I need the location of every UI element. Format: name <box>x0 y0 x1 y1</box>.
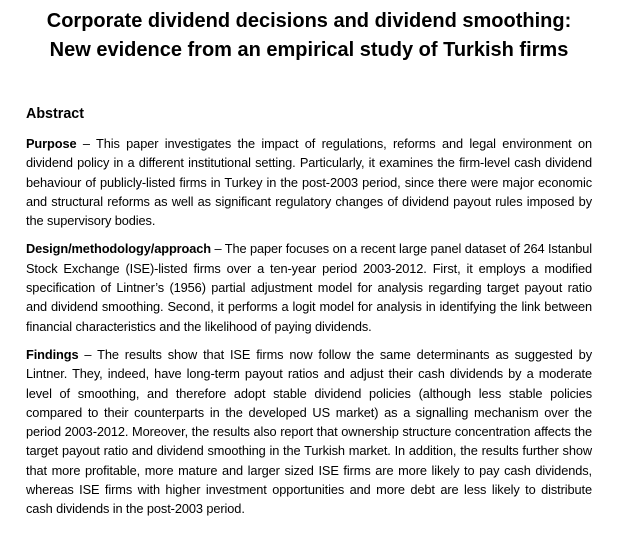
abstract-heading: Abstract <box>26 106 84 122</box>
paper-page <box>26 0 592 519</box>
purpose-text: – This paper investigates the impact of regulations, reforms and legal environment on dividend policy in a different institutional setting. Particularly, it examines the firm-level cash dividend behaviour of publicly-listed firms in Turkey in the post-2003 period, since there were major economic and structural reforms as well as significant regulatory changes of dividend payout rules imposed by the supervisory bodies. <box>26 136 592 229</box>
purpose-label: Purpose <box>26 136 77 151</box>
design-label: Design/methodology/approach <box>26 241 212 257</box>
purpose-paragraph <box>26 134 592 230</box>
paper-title-line-1: Corporate dividend decisions and dividend smoothing: <box>46 10 572 32</box>
findings-text: – The results show that ISE firms now follow the same determinants as suggested by Lintner. They, indeed, have long-term payout ratios and adjust their cash dividends by a moderate level of smoothing, and therefore adopt stable dividend policies (although less stable policies compared to their counterparts in the developed US market) as a signalling mechanism over the period 2003-2012. Moreover, the results also report that ownership structure concentration affects the target payout ratio and dividend smoothing in the Turkish market. In addition, the results further show that more profitable, more mature and larger sized ISE firms are more likely to pay cash dividends, whereas ISE firms with higher investment opportunities and more debt are less likely to distribute cash dividends in the post-2003 period. <box>26 346 592 517</box>
paper-title <box>26 7 592 65</box>
design-text: – The paper focuses on a recent large panel dataset of 264 Istanbul Stock Exchange (ISE)-listed firms over a ten-year period 2003-2012. First, it employs a modified specification of Lintner’s (1956) partial adjustment model for analysis regarding target payout ratio and dividend smoothing. Second, it performs a logit model for analysis in identifying the link between financial characteristics and the likelihood of paying dividends. <box>26 241 592 334</box>
findings-paragraph <box>26 345 592 519</box>
findings-label: Findings <box>26 346 79 362</box>
paper-title-line-2: New evidence from an empirical study of Turkish firms <box>49 39 569 61</box>
design-paragraph <box>26 239 592 335</box>
